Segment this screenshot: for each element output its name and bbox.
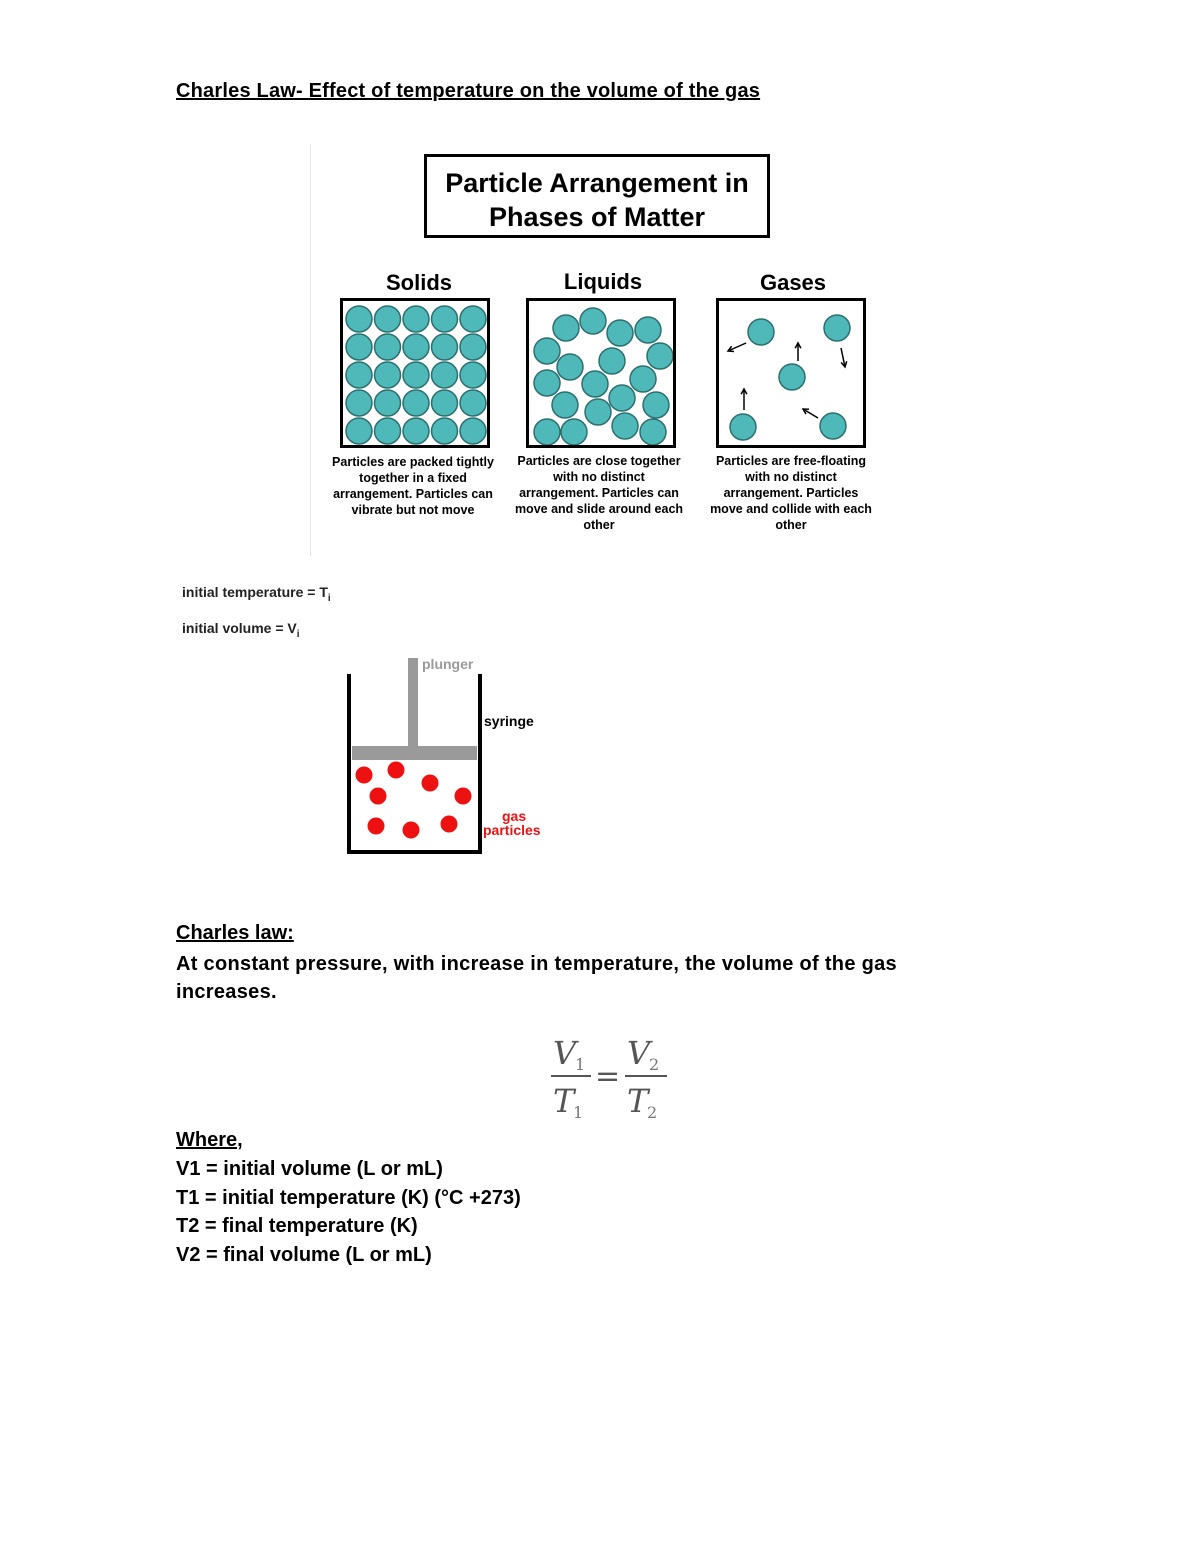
phase-desc-gases: Particles are free-floating with no distinct arrangement. Particles move and collide with each other <box>710 454 872 532</box>
solid-particle <box>346 362 372 388</box>
formula-t1: T <box>553 1082 575 1120</box>
where-title: Where, <box>176 1129 243 1151</box>
formula-v2: V <box>627 1034 651 1072</box>
solid-particle <box>460 306 486 332</box>
solid-particle <box>403 362 429 388</box>
solid-particle <box>403 306 429 332</box>
liquid-particle <box>552 392 578 418</box>
where-line-t1: T1 = initial temperature (K) (°C +273) <box>176 1186 521 1209</box>
solid-particle <box>346 306 372 332</box>
solid-particle <box>432 334 458 360</box>
law-statement: At constant pressure, with increase in temperature, the volume of the gas increases. <box>176 953 897 1003</box>
gas-particle <box>730 414 756 440</box>
solid-particle <box>432 306 458 332</box>
formula-t1-sub: 1 <box>573 1103 584 1122</box>
where-line-v2: V2 = final volume (L or mL) <box>176 1243 432 1266</box>
liquid-particle <box>640 419 666 445</box>
solid-particle <box>460 334 486 360</box>
initial-temperature-sub: i <box>327 592 331 604</box>
solid-particle <box>460 418 486 444</box>
phase-label-liquids: Liquids <box>563 269 643 294</box>
liquid-particle <box>612 413 638 439</box>
gas-particle <box>748 319 774 345</box>
syringe-drawing <box>340 650 490 860</box>
figure-divider <box>310 144 311 556</box>
gas-particle-red <box>368 818 385 835</box>
liquid-particle <box>534 419 560 445</box>
liquid-particle <box>607 320 633 346</box>
liquid-particle <box>534 338 560 364</box>
charles-law-formula <box>545 1030 675 1125</box>
solids-particles <box>343 301 487 445</box>
gas-particle-red <box>403 822 420 839</box>
formula-v1-sub: 1 <box>575 1055 586 1074</box>
solid-particle <box>375 418 401 444</box>
liquid-particle <box>561 419 587 445</box>
motion-arrow <box>803 409 818 418</box>
gas-particle-red <box>441 816 458 833</box>
liquid-particle <box>582 371 608 397</box>
solid-particle <box>375 362 401 388</box>
liquid-particle <box>599 348 625 374</box>
page-heading: Charles Law- Effect of temperature on the volume of the gas <box>176 80 761 102</box>
solid-particle <box>432 390 458 416</box>
gas-particle <box>824 315 850 341</box>
initial-volume-sub: i <box>296 628 300 640</box>
formula-v2-sub: 2 <box>649 1055 660 1074</box>
solid-particle <box>403 334 429 360</box>
gas-particle-red <box>370 788 387 805</box>
initial-temperature-label <box>182 584 331 604</box>
gases-particles <box>719 301 863 445</box>
plunger-label: plunger <box>422 656 474 672</box>
syringe-figure <box>340 650 600 860</box>
law-title: Charles law: <box>176 922 294 944</box>
liquid-particle <box>585 399 611 425</box>
liquid-particle <box>534 370 560 396</box>
figure-title-line1: Particle Arrangement in <box>445 168 749 198</box>
liquid-particle <box>630 366 656 392</box>
liquid-particle <box>553 315 579 341</box>
solids-box <box>340 298 490 448</box>
gas-particle <box>779 364 805 390</box>
plunger-head <box>352 746 477 760</box>
liquid-particle <box>643 392 669 418</box>
phase-label-solids: Solids <box>385 270 452 295</box>
liquid-particle <box>580 308 606 334</box>
phase-desc-liquids: Particles are close together with no distinct arrangement. Particles can move and slide around each other <box>514 454 684 532</box>
liquid-particle <box>647 343 673 369</box>
formula-v1: V <box>553 1034 577 1072</box>
gas-particle-red <box>356 767 373 784</box>
phases-of-matter-figure <box>310 140 890 560</box>
plunger-rod <box>408 658 418 748</box>
phase-desc-solids: Particles are packed tightly together in a fixed arrangement. Particles can vibrate but not move <box>332 455 494 517</box>
formula-drawing <box>545 1030 675 1125</box>
initial-temperature-text: initial temperature = T <box>182 584 328 600</box>
where-list <box>176 1155 521 1269</box>
liquid-particle <box>557 354 583 380</box>
liquid-particle <box>635 317 661 343</box>
liquid-particle <box>609 385 635 411</box>
motion-arrow <box>741 389 747 410</box>
figure-title-line2: Phases of Matter <box>488 202 706 232</box>
gas-particle-red <box>455 788 472 805</box>
initial-volume-label <box>182 620 300 640</box>
gas-particle-red <box>388 762 405 779</box>
formula-t2-sub: 2 <box>647 1103 658 1122</box>
syringe-label: syringe <box>484 713 534 729</box>
solid-particle <box>432 362 458 388</box>
phase-label-gases: Gases <box>759 270 827 295</box>
solid-particle <box>346 390 372 416</box>
solid-particle <box>375 390 401 416</box>
solid-particle <box>403 418 429 444</box>
liquids-particles <box>529 301 673 445</box>
formula-equals: = <box>595 1059 621 1094</box>
gases-box <box>716 298 866 448</box>
where-line-v1: V1 = initial volume (L or mL) <box>176 1158 443 1180</box>
solid-particle <box>346 418 372 444</box>
particles-label: particles <box>483 822 541 838</box>
solid-particle <box>375 334 401 360</box>
solid-particle <box>346 334 372 360</box>
motion-arrow <box>795 343 801 361</box>
liquids-box <box>526 298 676 448</box>
where-line-t2: T2 = final temperature (K) <box>176 1215 418 1237</box>
solid-particle <box>403 390 429 416</box>
solid-particle <box>432 418 458 444</box>
initial-volume-text: initial volume = V <box>182 620 297 636</box>
formula-t2: T <box>627 1082 649 1120</box>
solid-particle <box>460 390 486 416</box>
motion-arrow <box>728 343 746 351</box>
gas-particle-red <box>422 775 439 792</box>
figure-title <box>424 154 770 238</box>
gas-label: gas <box>502 808 527 824</box>
solid-particle <box>460 362 486 388</box>
motion-arrow <box>841 348 847 367</box>
gas-particle <box>820 413 846 439</box>
solid-particle <box>375 306 401 332</box>
